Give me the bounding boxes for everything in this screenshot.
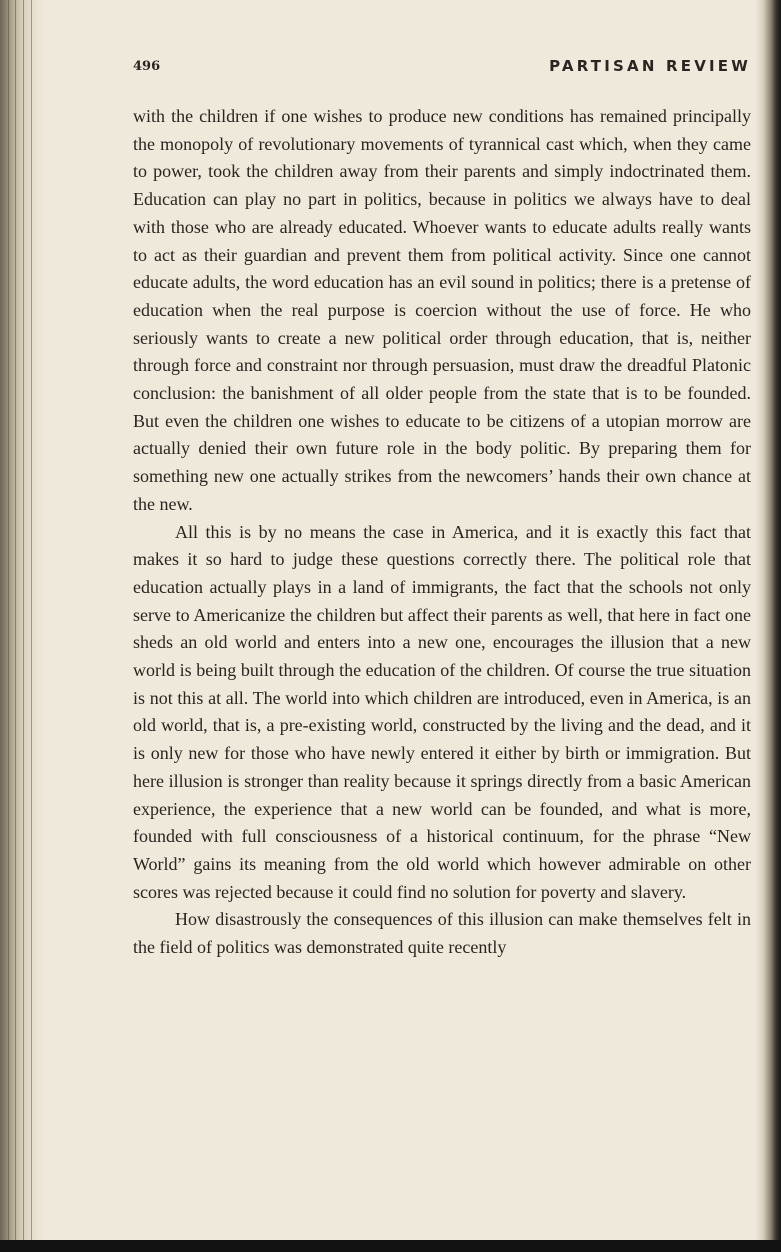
paragraph: with the children if one wishes to produce new conditions has remained principally the monopoly of revolutionary movements of tyrannical cast which, when they came to power, took the children away from their parents and simply indoctrinated them. Education can play no part in politics, because in politics we always have to deal with those who are already educated. Whoever wants to educate adults really wants to act as their guardian and prevent them from political activity. Since one cannot educate adults, the word education has an evil sound in politics; there is a pretense of education when the real purpose is coercion without the use of force. He who seriously wants to create a new political order through education, that is, neither through force and constraint nor through persuasion, must draw the dreadful Platonic conclusion: the banishment of all older people from the state that is to be founded. But even the children one wishes to educate to be citizens of a utopian morrow are actually denied their own future role in the body politic. By preparing them for something new one actually strikes from the newcomers’ hands their own chance at the new.	[133, 106, 751, 514]
spine-line	[31, 0, 32, 1240]
page-number: 496	[133, 59, 161, 74]
spine-line	[8, 0, 9, 1240]
scan-bottom-border	[0, 1240, 781, 1252]
page-header	[133, 56, 751, 84]
running-head: PARTISAN REVIEW	[549, 57, 751, 75]
book-spine-shadow	[0, 0, 44, 1240]
body-text	[133, 103, 751, 962]
spine-line	[23, 0, 24, 1240]
page-edge-shadow	[755, 0, 781, 1240]
paragraph: How disastrously the consequences of this illusion can make themselves felt in the field of politics was demonstrated quite recently	[133, 909, 751, 958]
spine-line	[15, 0, 16, 1240]
paragraph: All this is by no means the case in America, and it is exactly this fact that makes it so hard to judge these questions correctly there. The political role that education actually plays in a land of immigrants, the fact that the schools not only serve to Americanize the children but affect their parents as well, that here in fact one sheds an old world and enters into a new one, encourages the illusion that a new world is being built through the education of the children. Of course the true situation is not this at all. The world into which children are introduced, even in America, is an old world, that is, a pre-existing world, constructed by the living and the dead, and it is only new for those who have newly entered it either by birth or immigration. But here illusion is stronger than reality because it springs directly from a basic American experience, the experience that a new world can be founded, and what is more, founded with full consciousness of a historical continuum, for the phrase “New World” gains its meaning from the old world which however admirable on other scores was rejected because it could find no solution for poverty and slavery.	[133, 521, 751, 902]
